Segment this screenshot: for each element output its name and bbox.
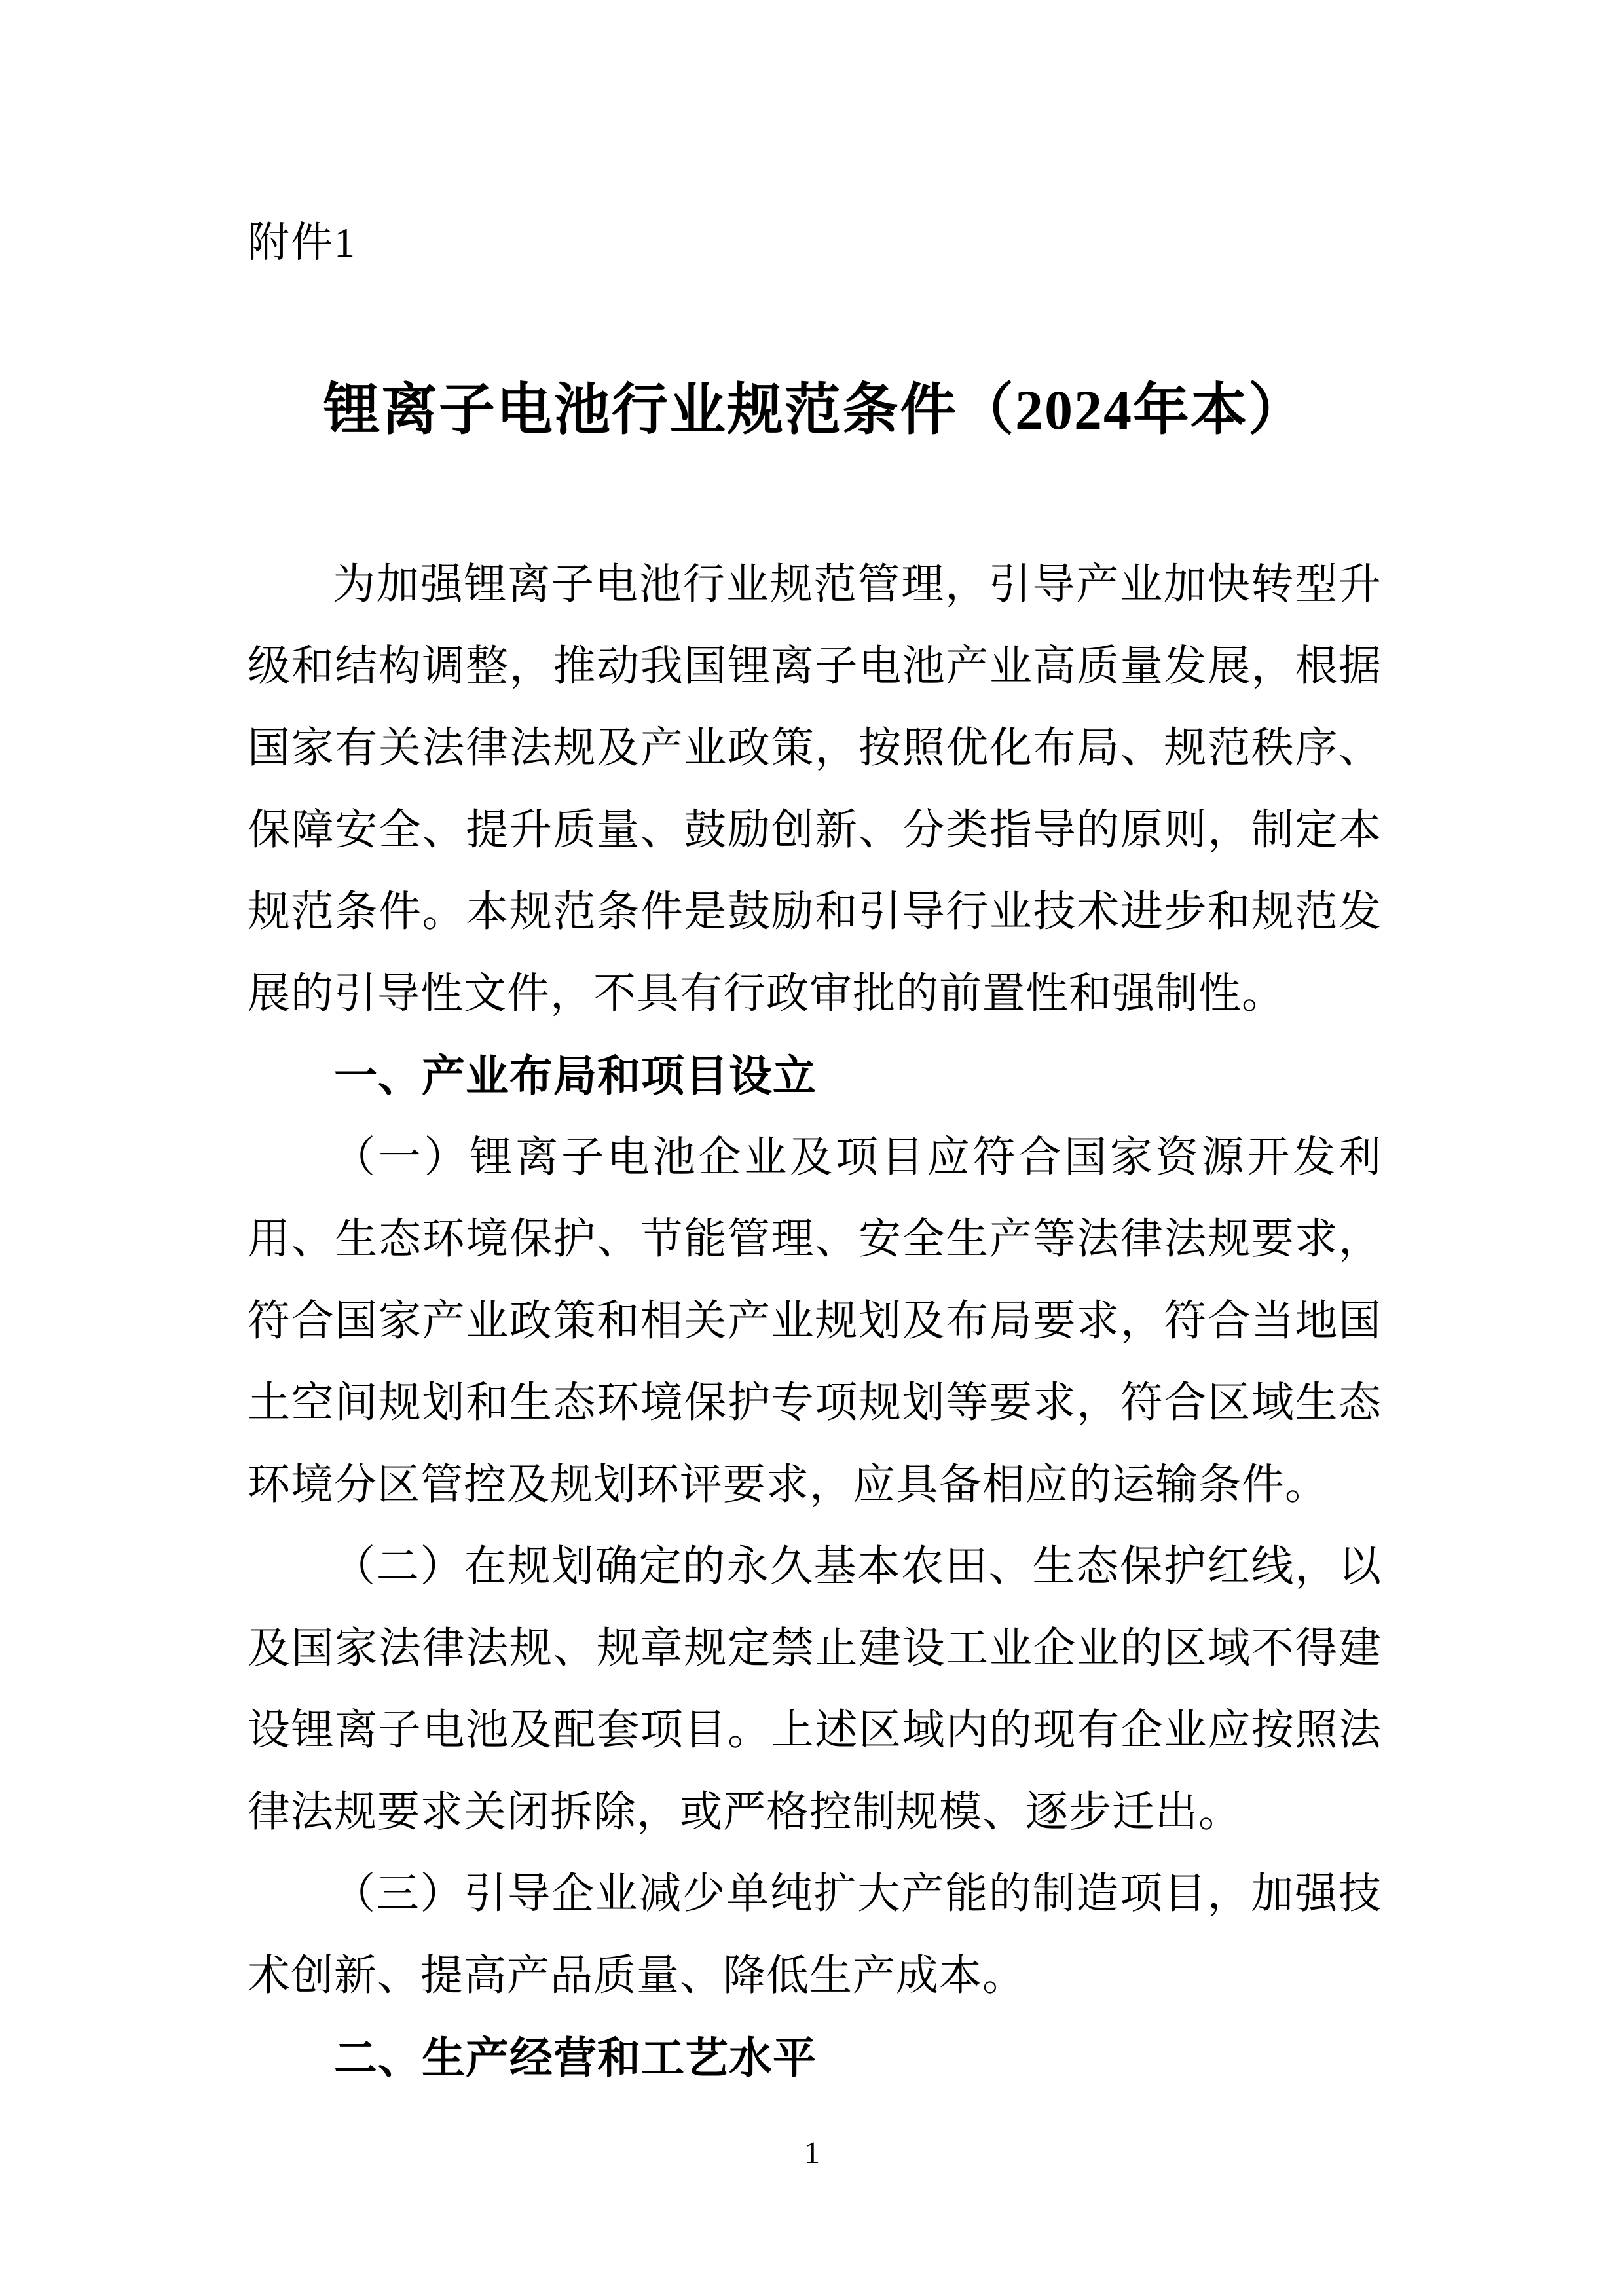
section-1-item-1-paragraph: （一）锂离子电池企业及项目应符合国家资源开发利用、生态环境保护、节能管理、安全生产等法律法规要求，符合国家产业政策和相关产业规划及布局要求，符合当地国土空间规划和生态环境保护专项规划等要求，符合区域生态环境分区管控及规划环评要求，应具备相应的运输条件。 — [248, 1134, 1382, 1508]
document-title: 锂离子电池行业规范条件（2024年本） — [323, 378, 1306, 441]
page-number: 1 — [804, 2136, 820, 2170]
attachment-label: 附件1 — [248, 219, 356, 266]
section-1-heading: 一、产业布局和项目设立 — [334, 1051, 817, 1100]
section-1-item-3-paragraph: （三）引导企业减少单纯扩大产能的制造项目，加强技术创新、提高产品质量、降低生产成本。 — [248, 1870, 1382, 1999]
intro-paragraph: 为加强锂离子电池行业规范管理，引导产业加快转型升级和结构调整，推动我国锂离子电池产业高质量发展，根据国家有关法律法规及产业政策，按照优化布局、规范秩序、保障安全、提升质量、鼓励创新、分类指导的原则，制定本规范条件。本规范条件是鼓励和引导行业技术进步和规范发展的引导性文件，不具有行政审批的前置性和强制性。 — [248, 561, 1382, 1017]
section-2-heading: 二、生产经营和工艺水平 — [334, 2033, 817, 2082]
section-1-item-2-paragraph: （二）在规划确定的永久基本农田、生态保护红线，以及国家法律法规、规章规定禁止建设工业企业的区域不得建设锂离子电池及配套项目。上述区域内的现有企业应按照法律法规要求关闭拆除，或严格控制规模、逐步迁出。 — [248, 1543, 1382, 1836]
